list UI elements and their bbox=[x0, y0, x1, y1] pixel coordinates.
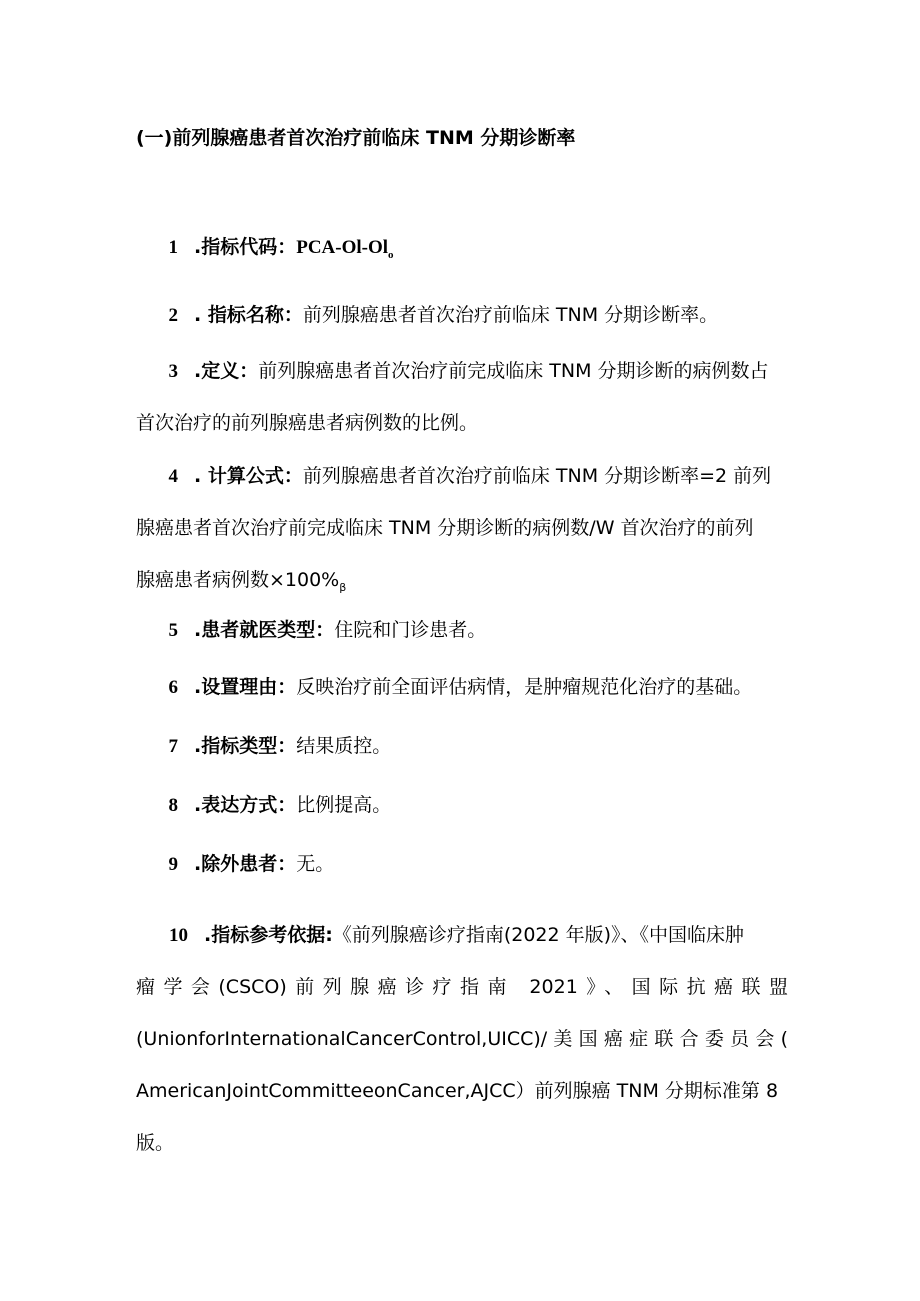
item-text-line-3: 腺癌患者病例数×100% bbox=[136, 569, 340, 591]
item-patient-type bbox=[136, 604, 788, 656]
item-text: 比例提高。 bbox=[296, 794, 392, 816]
item-exclusions bbox=[136, 838, 788, 890]
item-number: 9 bbox=[168, 854, 178, 875]
item-label: .指标参考依据: bbox=[204, 924, 333, 946]
item-label: .指标代码： bbox=[194, 236, 297, 258]
item-indicator-code bbox=[136, 221, 788, 273]
item-number: 3 bbox=[168, 361, 178, 382]
item-label: .指标类型： bbox=[194, 735, 297, 757]
item-text: 无。 bbox=[296, 853, 335, 875]
item-text-line-1: 前列腺癌患者首次治疗前完成临床 TNM 分期诊断的病例数占 bbox=[258, 360, 769, 382]
item-indicator-type bbox=[136, 720, 788, 772]
item-label: .设置理由： bbox=[194, 676, 297, 698]
item-label: .除外患者： bbox=[194, 853, 297, 875]
item-text-line-2: 腺癌患者首次治疗前完成临床 TNM 分期诊断的病例数/W 首次治疗的前列 bbox=[136, 517, 754, 539]
item-number: 10 bbox=[169, 925, 188, 946]
item-rationale bbox=[136, 661, 788, 713]
item-number: 2 bbox=[168, 305, 178, 326]
item-number: 1 bbox=[168, 237, 178, 258]
item-label: .患者就医类型： bbox=[194, 619, 335, 641]
item-text-line-1: 前列腺癌患者首次治疗前临床 TNM 分期诊断率=2 前列 bbox=[302, 465, 772, 487]
item-number: 6 bbox=[168, 677, 178, 698]
item-text: 结果质控。 bbox=[296, 735, 392, 757]
item-text-line-3: (UnionforInternationalCancerControl,UICC)/美国癌症联合委员会( bbox=[136, 1028, 788, 1050]
item-text-line-2: 瘤学会(CSCO)前列腺癌诊疗指南 2021》、国际抗癌联盟 bbox=[136, 976, 788, 998]
item-label: .定义： bbox=[194, 360, 259, 382]
indicator-code-subscript: o bbox=[388, 249, 394, 261]
item-text: 反映治疗前全面评估病情，是肿瘤规范化治疗的基础。 bbox=[296, 676, 753, 698]
item-text-line-4: AmericanJointCommitteeonCancer,AJCC）前列腺癌 TNM 分期标准第 8 bbox=[136, 1080, 779, 1102]
item-definition bbox=[136, 345, 788, 449]
item-text: 前列腺癌患者首次治疗前临床 TNM 分期诊断率。 bbox=[302, 304, 719, 326]
item-number: 7 bbox=[168, 736, 178, 757]
item-label: . 计算公式： bbox=[194, 465, 303, 487]
section-heading: (一)前列腺癌患者首次治疗前临床 TNM 分期诊断率 bbox=[136, 127, 576, 149]
item-label: . 指标名称： bbox=[194, 304, 303, 326]
item-formula bbox=[136, 450, 788, 606]
item-text-line-3-subscript: β bbox=[339, 581, 347, 594]
item-number: 8 bbox=[168, 795, 178, 816]
item-text-line-1: 《前列腺癌诊疗指南(2022 年版)》、《中国临床肿 bbox=[332, 924, 745, 946]
item-indicator-name bbox=[136, 289, 788, 341]
item-references bbox=[136, 909, 788, 1169]
item-number: 4 bbox=[168, 466, 178, 487]
item-number: 5 bbox=[168, 620, 178, 641]
item-expression bbox=[136, 779, 788, 831]
item-text-line-2: 首次治疗的前列腺癌患者病例数的比例。 bbox=[136, 412, 479, 434]
item-text-line-5: 版。 bbox=[136, 1132, 175, 1154]
item-text: 住院和门诊患者。 bbox=[334, 619, 487, 641]
indicator-code-value: PCA-Ol-Ol bbox=[296, 237, 389, 258]
item-label: .表达方式： bbox=[194, 794, 297, 816]
